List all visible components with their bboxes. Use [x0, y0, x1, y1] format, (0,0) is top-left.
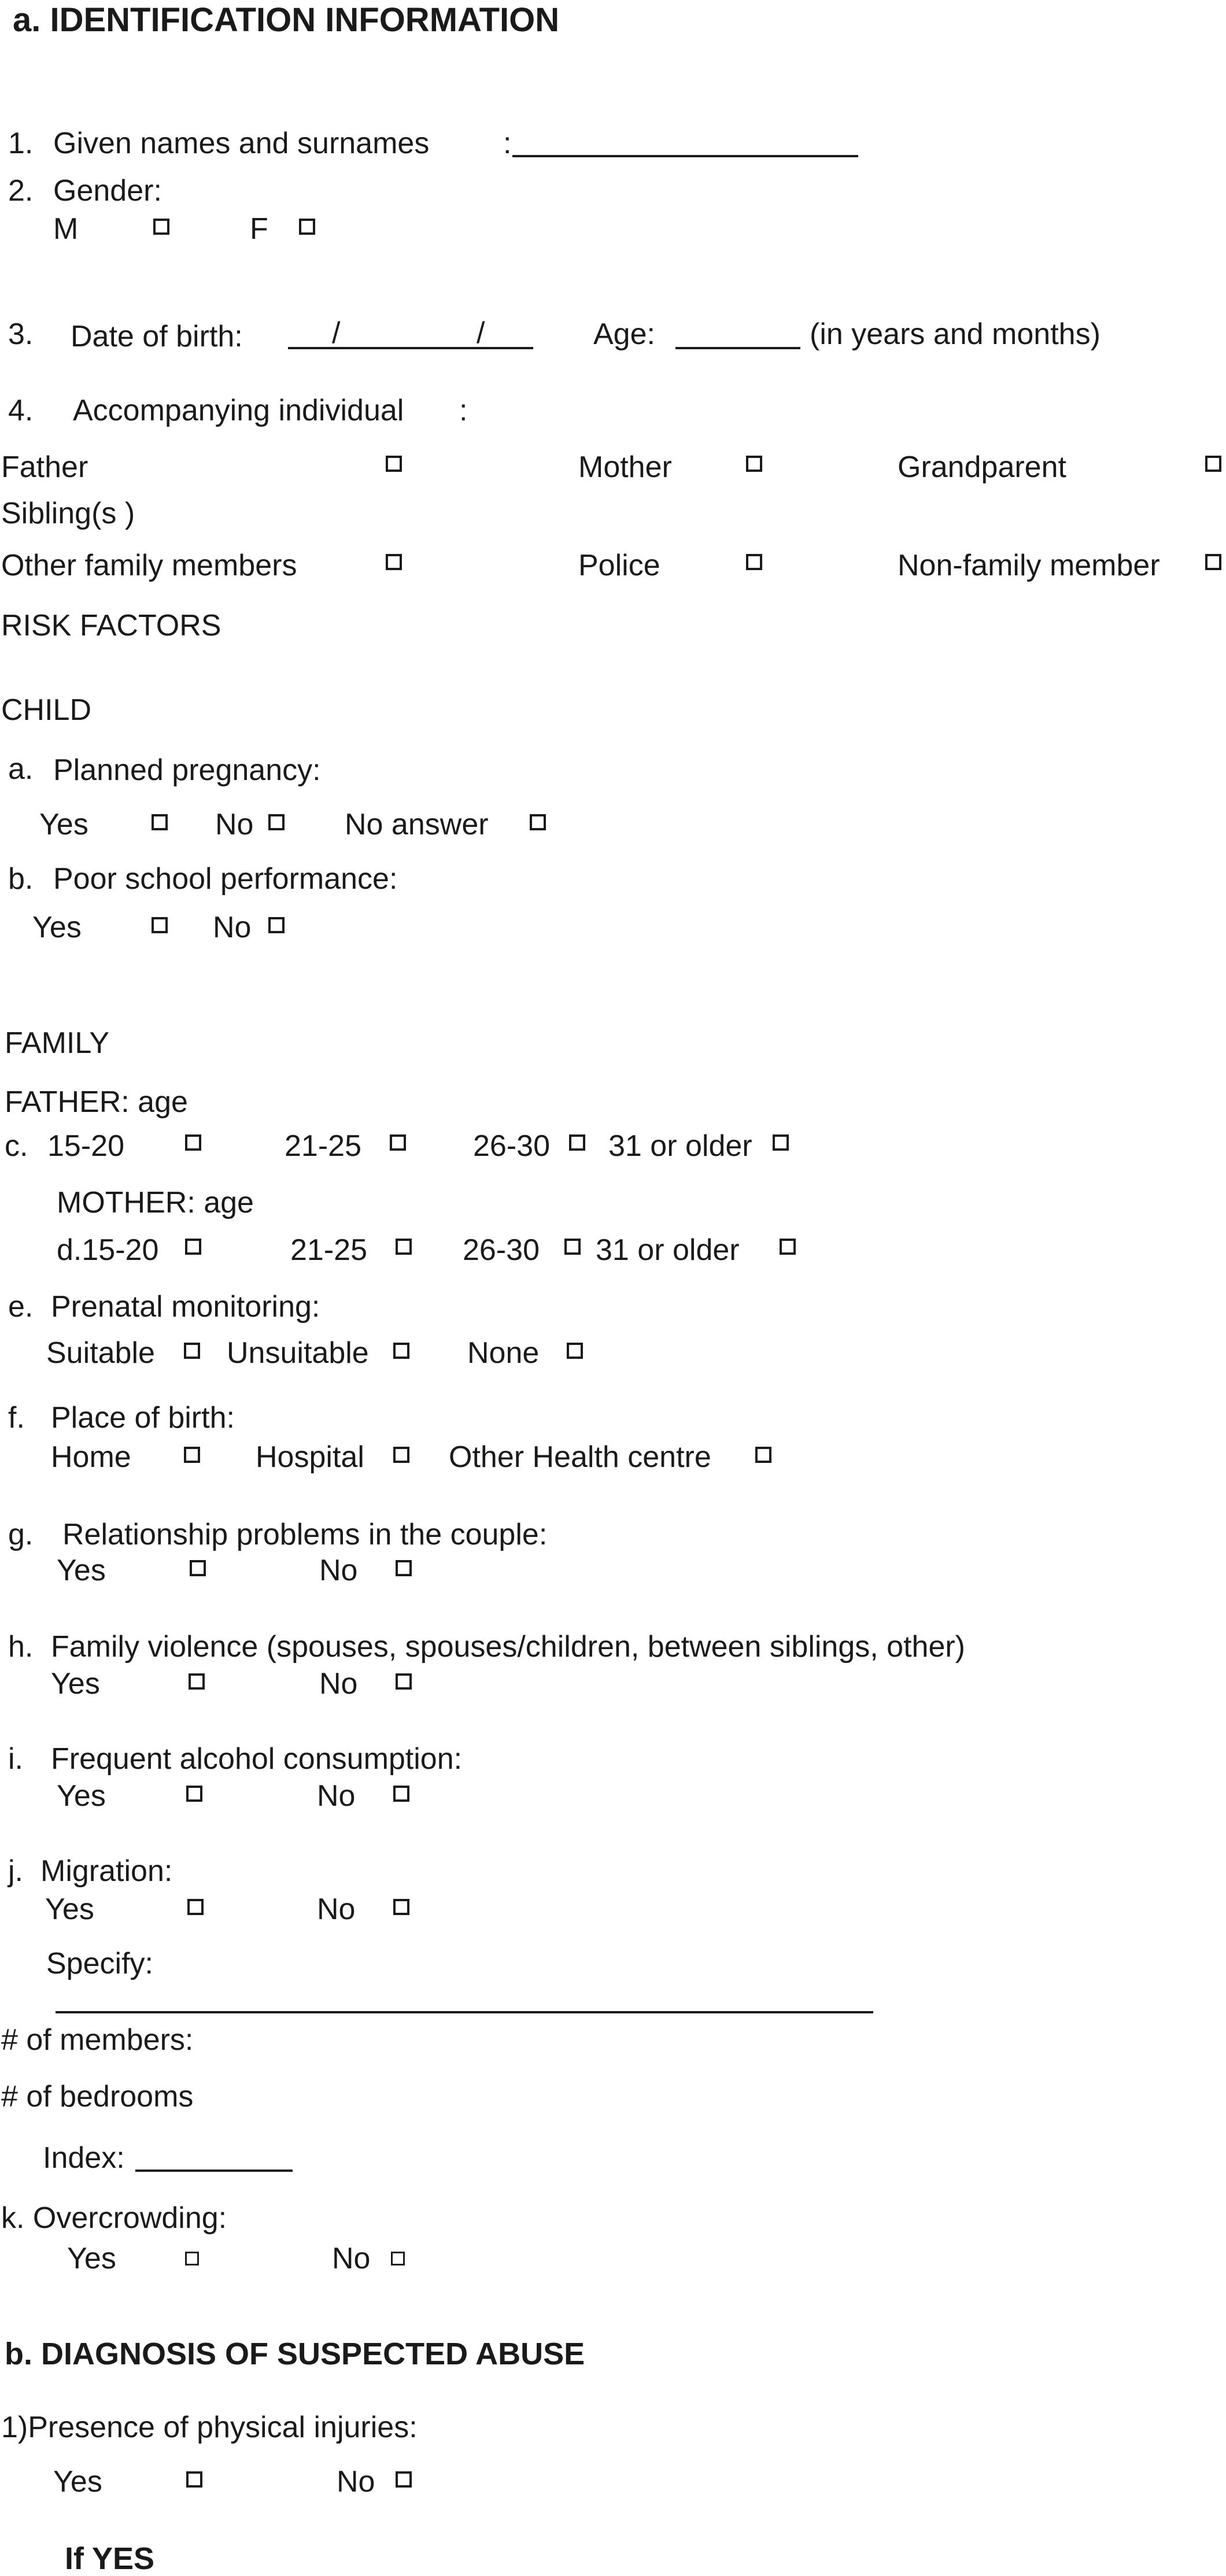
accomp-siblings-label: Sibling(s ): [1, 497, 135, 530]
migration-yes-checkbox[interactable]: [187, 1899, 204, 1915]
physical-injuries-label: 1)Presence of physical injuries:: [1, 2411, 418, 2444]
family-i-letter: i.: [8, 1742, 23, 1776]
father-age-31-label: 31 or older: [608, 1129, 752, 1163]
injuries-no-label: No: [337, 2465, 375, 2499]
school-no-checkbox[interactable]: [268, 917, 285, 933]
mother-age-26-30-label: 26-30: [463, 1233, 540, 1267]
planned-yes-checkbox[interactable]: [152, 814, 168, 830]
family-f-letter: f.: [8, 1401, 25, 1435]
planned-yes-label: Yes: [39, 808, 88, 841]
alcohol-no-checkbox[interactable]: [393, 1786, 409, 1802]
gender-f-label: F: [250, 212, 268, 246]
overcrowding-yes-checkbox[interactable]: [185, 2252, 199, 2265]
migration-specify-field[interactable]: [56, 2011, 873, 2013]
age-label: Age:: [593, 317, 655, 351]
prenatal-monitoring-label: Prenatal monitoring:: [51, 1290, 320, 1324]
accomp-mother-label: Mother: [578, 450, 672, 484]
father-age-31-checkbox[interactable]: [773, 1134, 789, 1151]
alcohol-yes-checkbox[interactable]: [186, 1786, 202, 1802]
mother-age-31-checkbox[interactable]: [780, 1239, 796, 1255]
migration-yes-label: Yes: [45, 1893, 94, 1926]
if-yes-heading: If YES: [65, 2541, 155, 2576]
father-age-label: FATHER: age: [5, 1085, 188, 1119]
overcrowding-no-label: No: [332, 2242, 371, 2275]
planned-no-label: No: [215, 808, 254, 841]
mother-age-21-25-label: 21-25: [290, 1233, 367, 1267]
relationship-no-label: No: [319, 1554, 358, 1587]
accomp-other-family-checkbox[interactable]: [386, 554, 402, 570]
relationship-yes-checkbox[interactable]: [190, 1560, 206, 1576]
q4-label: Accompanying individual: [73, 394, 404, 427]
q2-number: 2.: [8, 174, 34, 208]
birth-home-label: Home: [51, 1440, 131, 1474]
mother-age-26-30-checkbox[interactable]: [564, 1239, 581, 1255]
child-a-letter: a.: [8, 752, 34, 786]
school-yes-checkbox[interactable]: [152, 917, 168, 933]
mother-age-label: MOTHER: age: [57, 1186, 254, 1219]
accomp-father-checkbox[interactable]: [386, 456, 402, 472]
alcohol-label: Frequent alcohol consumption:: [51, 1742, 463, 1776]
family-g-letter: g.: [8, 1518, 34, 1551]
migration-no-label: No: [317, 1893, 356, 1926]
dob-slash-1: /: [332, 316, 341, 350]
relationship-no-checkbox[interactable]: [396, 1560, 412, 1576]
school-yes-label: Yes: [32, 911, 82, 944]
mother-age-15-20-checkbox[interactable]: [185, 1239, 201, 1255]
q1-label: Given names and surnames: [53, 127, 430, 160]
prenatal-none-label: None: [467, 1336, 540, 1370]
q4-number: 4.: [8, 394, 34, 427]
father-age-21-25-checkbox[interactable]: [390, 1134, 406, 1151]
school-no-label: No: [213, 911, 252, 944]
father-age-15-20-checkbox[interactable]: [185, 1134, 201, 1151]
risk-factors-heading: RISK FACTORS: [1, 609, 221, 642]
q1-number: 1.: [8, 127, 34, 160]
violence-no-checkbox[interactable]: [396, 1673, 412, 1690]
child-b-letter: b.: [8, 862, 34, 896]
migration-specify-label: Specify:: [46, 1947, 153, 1980]
q4-colon: :: [459, 394, 468, 427]
birth-home-checkbox[interactable]: [184, 1447, 200, 1463]
migration-no-checkbox[interactable]: [393, 1899, 409, 1915]
violence-yes-checkbox[interactable]: [189, 1673, 205, 1690]
gender-m-checkbox[interactable]: [153, 219, 169, 235]
migration-label: Migration:: [40, 1854, 173, 1888]
section-b-title: b. DIAGNOSIS OF SUSPECTED ABUSE: [5, 2337, 585, 2371]
violence-yes-label: Yes: [51, 1667, 100, 1701]
mother-age-15-20-label: d.15-20: [57, 1233, 159, 1267]
index-field[interactable]: [135, 2170, 293, 2172]
prenatal-suitable-checkbox[interactable]: [184, 1343, 200, 1359]
q3-label: Date of birth:: [71, 320, 243, 353]
accomp-other-family-label: Other family members: [1, 549, 297, 582]
q3-number: 3.: [8, 317, 34, 351]
q2-label: Gender:: [53, 174, 162, 208]
planned-no-checkbox[interactable]: [268, 814, 285, 830]
family-c-letter: c.: [5, 1129, 28, 1163]
date-of-birth-field[interactable]: [288, 347, 533, 349]
place-of-birth-label: Place of birth:: [51, 1401, 235, 1435]
age-field[interactable]: [675, 347, 800, 349]
mother-age-31-label: 31 or older: [596, 1233, 740, 1267]
accomp-grandparent-label: Grandparent: [898, 450, 1066, 484]
planned-no-answer-checkbox[interactable]: [530, 814, 546, 830]
accomp-non-family-label: Non-family member: [898, 549, 1160, 582]
alcohol-yes-label: Yes: [57, 1779, 106, 1813]
child-heading: CHILD: [1, 693, 92, 727]
family-j-letter: j.: [8, 1854, 23, 1888]
mother-age-21-25-checkbox[interactable]: [396, 1239, 412, 1255]
gender-f-checkbox[interactable]: [299, 219, 315, 235]
accomp-father-label: Father: [1, 450, 88, 484]
family-e-letter: e.: [8, 1290, 34, 1324]
prenatal-none-checkbox[interactable]: [567, 1343, 583, 1359]
prenatal-unsuitable-label: Unsuitable: [227, 1336, 369, 1370]
birth-other-label: Other Health centre: [449, 1440, 711, 1474]
birth-hospital-checkbox[interactable]: [393, 1447, 409, 1463]
father-age-21-25-label: 21-25: [285, 1129, 361, 1163]
index-label: Index:: [43, 2141, 125, 2175]
bedrooms-label: # of bedrooms: [1, 2080, 194, 2113]
section-a-title: a. IDENTIFICATION INFORMATION: [13, 1, 560, 39]
family-heading: FAMILY: [5, 1026, 110, 1060]
prenatal-suitable-label: Suitable: [46, 1336, 155, 1370]
age-note: (in years and months): [810, 317, 1101, 351]
family-h-letter: h.: [8, 1630, 34, 1664]
q1-colon: :: [503, 127, 512, 160]
violence-no-label: No: [319, 1667, 358, 1701]
father-age-26-30-label: 26-30: [473, 1129, 550, 1163]
prenatal-unsuitable-checkbox[interactable]: [393, 1343, 409, 1359]
planned-pregnancy-label: Planned pregnancy:: [53, 753, 321, 787]
injuries-yes-checkbox[interactable]: [186, 2471, 202, 2488]
dob-slash-2: /: [477, 316, 485, 350]
members-label: # of members:: [1, 2023, 194, 2057]
gender-m-label: M: [53, 212, 79, 246]
injuries-no-checkbox[interactable]: [396, 2471, 412, 2488]
accomp-grandparent-checkbox[interactable]: [1205, 456, 1221, 472]
given-names-field[interactable]: [512, 155, 858, 157]
planned-no-answer-label: No answer: [345, 808, 489, 841]
birth-hospital-label: Hospital: [256, 1440, 364, 1474]
father-age-26-30-checkbox[interactable]: [569, 1134, 585, 1151]
accomp-police-label: Police: [578, 549, 660, 582]
injuries-yes-label: Yes: [53, 2465, 102, 2499]
overcrowding-yes-label: Yes: [67, 2242, 116, 2275]
birth-other-checkbox[interactable]: [755, 1447, 771, 1463]
alcohol-no-label: No: [317, 1779, 356, 1813]
accomp-mother-checkbox[interactable]: [746, 456, 762, 472]
accomp-police-checkbox[interactable]: [746, 554, 762, 570]
accomp-non-family-checkbox[interactable]: [1205, 554, 1221, 570]
poor-school-label: Poor school performance:: [53, 862, 398, 896]
overcrowding-no-checkbox[interactable]: [391, 2252, 405, 2265]
relationship-yes-label: Yes: [57, 1554, 106, 1587]
overcrowding-label: k. Overcrowding:: [1, 2201, 227, 2235]
family-violence-label: Family violence (spouses, spouses/children, between siblings, other): [51, 1630, 965, 1664]
relationship-problems-label: Relationship problems in the couple:: [62, 1518, 548, 1551]
father-age-15-20-label: 15-20: [47, 1129, 124, 1163]
